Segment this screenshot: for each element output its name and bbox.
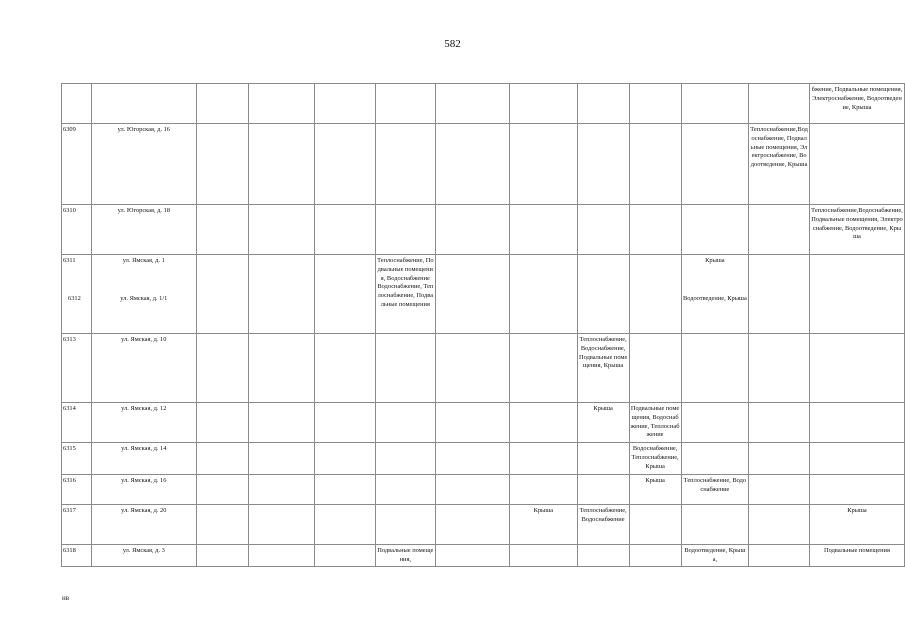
row-address [91, 84, 196, 124]
row-number-pair [62, 255, 92, 334]
table-row [62, 504, 905, 544]
table-row [62, 124, 905, 205]
row-number: 6313 [62, 334, 92, 403]
row-address: ул. Ямская, д. 12 [91, 403, 196, 443]
work-list-cell: Подвальные помещения, Водоснабжение, Теплоснабжение [629, 403, 681, 443]
row-number: 6316 [62, 474, 92, 504]
work-list-text: Водоотведение, Крыша [682, 295, 747, 302]
row-number: 6312 [68, 295, 81, 302]
row-number: 6311 [63, 257, 76, 264]
work-list-cell: Подвальные помещения, [375, 544, 435, 567]
work-list-cell: Теплоснабжение, Водоснабжение, Подвальные помещения, Крыша [577, 334, 629, 403]
row-number: 6309 [62, 124, 92, 205]
work-list-cell: Теплоснабжение,Водоснабжение, Подвальные помещения, Электроснабжение, Водоотведение, Крыша [749, 124, 810, 205]
table-row [62, 474, 905, 504]
work-list-cell: Крыша [809, 504, 904, 544]
work-list-cell: Теплоснабжение, Водоснабжение [577, 504, 629, 544]
work-list-cell: Теплоснабжение,Водоснабжение, Подвальные помещения, Электроснабжение, Водоотведение, Крыша [809, 205, 904, 255]
work-list-cell: Водоснабжение, Теплоснабжение, Крыша [629, 443, 681, 474]
work-list-cell: Теплоснабжение, Водоснабжение [681, 474, 749, 504]
table-row [62, 544, 905, 567]
work-list-cell [375, 255, 435, 334]
row-address-pair [91, 255, 196, 334]
table-row [62, 443, 905, 474]
work-list-cell: Крыша [629, 474, 681, 504]
row-number: 6314 [62, 403, 92, 443]
row-address: ул. Ямская, д. 1/1 [120, 295, 168, 302]
work-list-cell: Крыша [577, 403, 629, 443]
work-list-cell: Водоотведение, Крыша, [681, 544, 749, 567]
row-address: ул. Югорская, д. 16 [91, 124, 196, 205]
page-number: 582 [444, 38, 461, 50]
work-list-cell: Крыша [510, 504, 578, 544]
row-number: 6315 [62, 443, 92, 474]
table-row [62, 205, 905, 255]
work-list-cell [681, 255, 749, 334]
table-row [62, 84, 905, 124]
row-address: ул. Ямская, д. 20 [91, 504, 196, 544]
row-address: ул. Ямская, д. 14 [91, 443, 196, 474]
row-address: ул. Ямская, д. 10 [91, 334, 196, 403]
work-list-cell: Подвальные помещения [809, 544, 904, 567]
row-address: ул. Ямская, д. 3 [91, 544, 196, 567]
footer-mark: нв [62, 594, 70, 602]
row-number: 6318 [62, 544, 92, 567]
table-row [62, 334, 905, 403]
work-list-cell: бжение, Подвальные помещения, Электроснабжение, Водоотведение, Крыша [809, 84, 904, 124]
row-address: ул. Ямская, д. 16 [91, 474, 196, 504]
row-number: 6310 [62, 205, 92, 255]
table-row [62, 255, 905, 334]
work-list-text: Водоснабжение, Теплоснабжение, Подвальные помещения [377, 283, 434, 309]
row-address: ул. Югорская, д. 18 [91, 205, 196, 255]
table-row [62, 403, 905, 443]
row-address: ул. Ямская, д. 1 [122, 257, 165, 264]
work-list-text: Крыша [705, 257, 725, 264]
work-list-text: Теплоснабжение, Подвальные помещения, Водоснабжение [377, 257, 434, 282]
row-number: 6317 [62, 504, 92, 544]
repair-schedule-table [61, 83, 905, 567]
row-number [62, 84, 92, 124]
